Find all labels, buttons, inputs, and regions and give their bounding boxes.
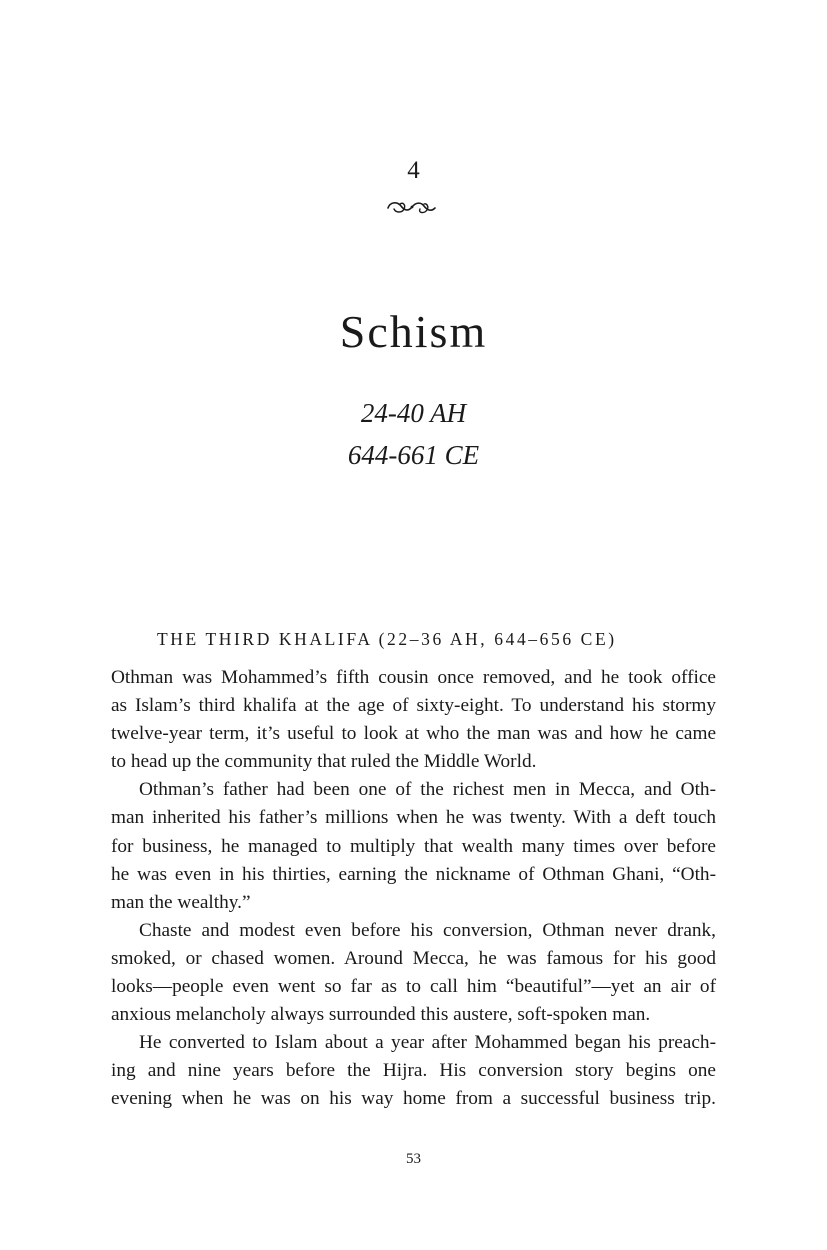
chapter-number: 4 (407, 157, 420, 184)
text-line: as Islam’s third khalifa at the age of sixty-eight. To understand his stormy (111, 695, 716, 717)
text-line: anxious melancholy always surrounded this austere, soft-spoken man. (111, 1004, 651, 1026)
text-line: for business, he managed to multiply that wealth many times over before (111, 835, 716, 857)
text-line: Othman was Mohammed’s fifth cousin once removed, and he took office (111, 667, 716, 688)
text-line: smoked, or chased women. Around Mecca, he was famous for his good (111, 947, 716, 969)
text-line: He converted to Islam about a year after Mohammed began his preach- (139, 1032, 716, 1054)
chapter-title: Schism (339, 306, 488, 357)
text-line: twelve-year term, it’s useful to look at who the man was and how he came (111, 723, 716, 745)
text-line: Othman’s father had been one of the richest men in Mecca, and Oth- (139, 779, 716, 801)
body-text (111, 664, 716, 1114)
text-line: man inherited his father’s millions when he was twenty. With a deft touch (111, 807, 716, 829)
flourish-ornament-icon (386, 198, 438, 216)
text-line: Chaste and modest even before his conversion, Othman never drank, (139, 919, 716, 941)
chapter-dates-ah: 24-40 AH (360, 398, 467, 428)
page-number: 53 (406, 1151, 421, 1167)
text-line: man the wealthy.” (111, 891, 251, 913)
chapter-dates-ce: 644-661 CE (347, 440, 480, 470)
text-line: to head up the community that ruled the Middle World. (111, 751, 537, 773)
text-line: looks—people even went so far as to call him “beautiful”—yet an air of (111, 976, 716, 998)
text-line: he was even in his thirties, earning the nickname of Othman Ghani, “Oth- (111, 863, 716, 885)
text-line: ing and nine years before the Hijra. His conversion story begins one (111, 1060, 716, 1082)
section-heading: THE THIRD KHALIFA (22–36 AH, 644–656 CE) (157, 629, 617, 649)
text-line: evening when he was on his way home from a successful business trip. (111, 1088, 716, 1110)
